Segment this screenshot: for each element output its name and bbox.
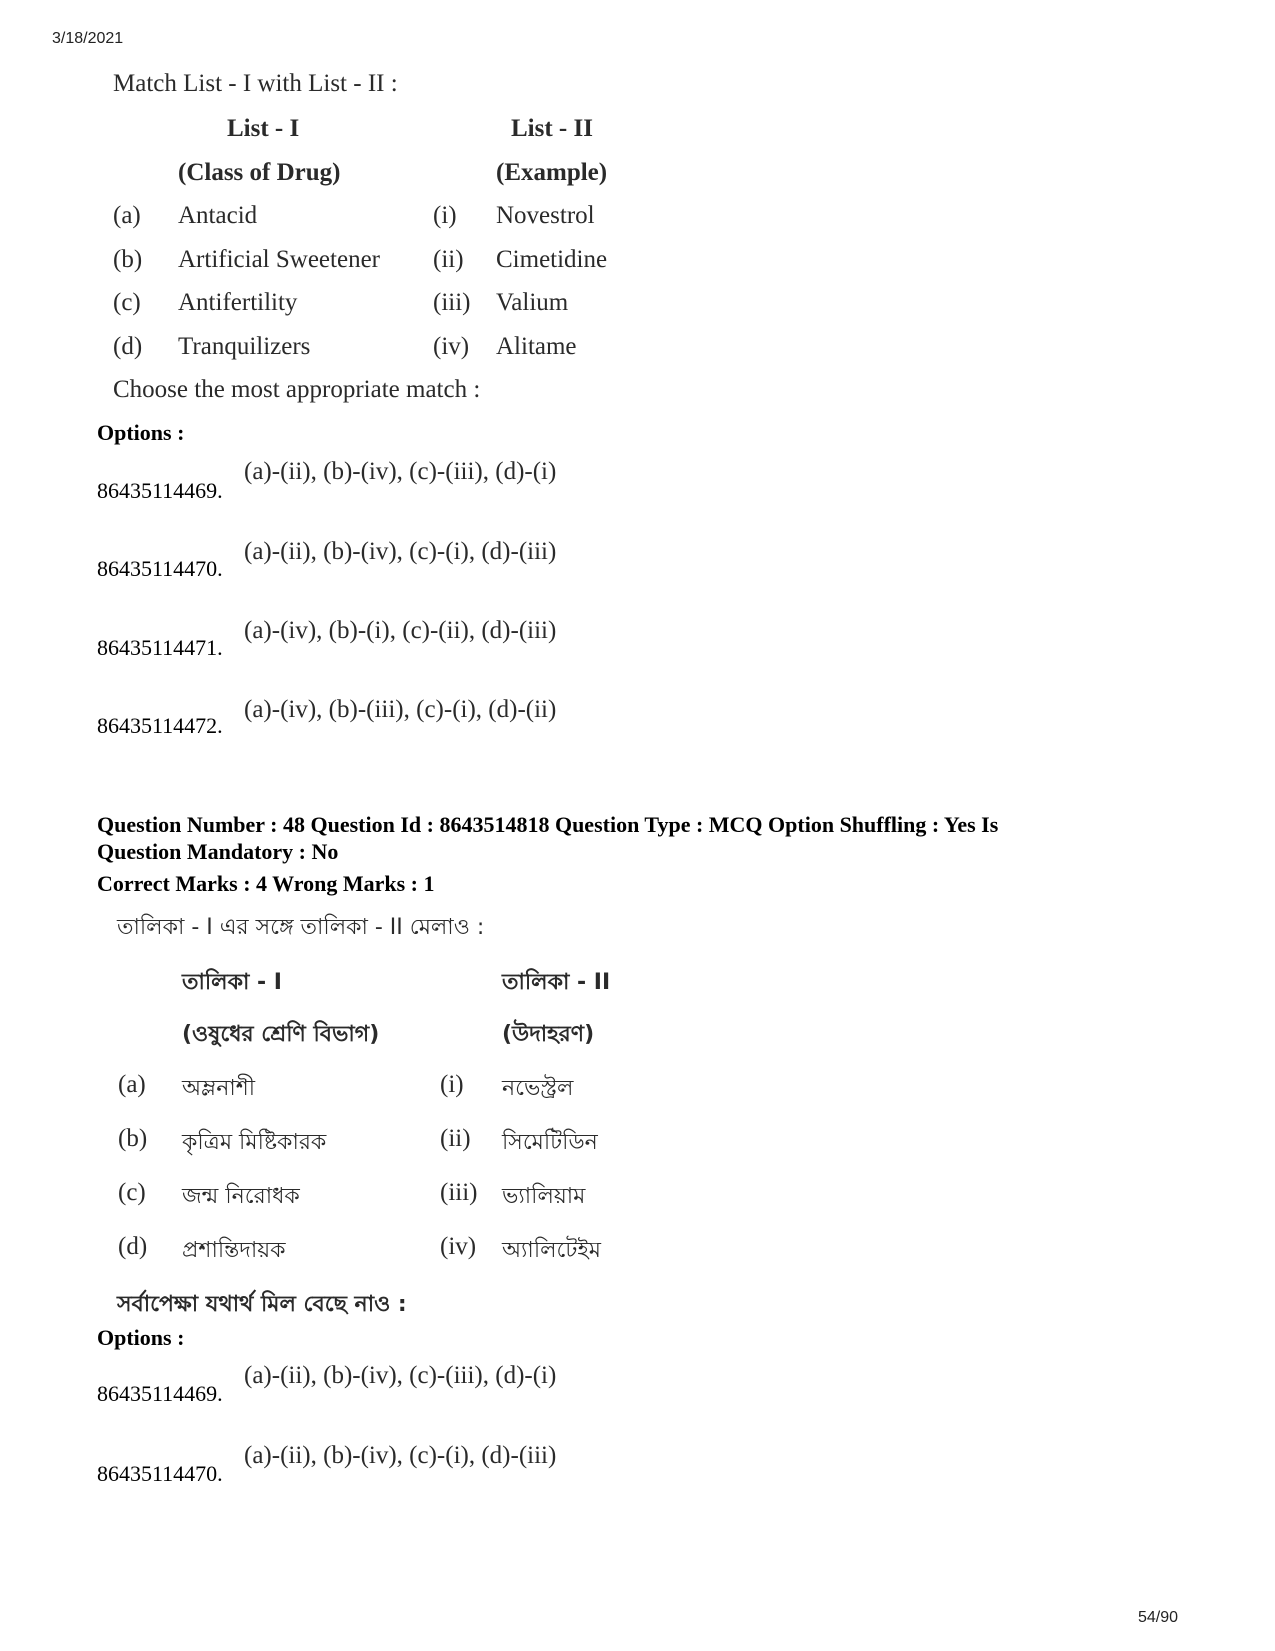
q2-list2-title: তালিকা - II bbox=[502, 970, 611, 995]
q2-row-label: (c) bbox=[118, 1179, 146, 1206]
q1-row-item: Artificial Sweetener bbox=[178, 246, 380, 273]
q2-row-example: সিমেটিডিন bbox=[502, 1130, 598, 1155]
q1-row-roman: (iv) bbox=[433, 333, 470, 360]
print-date: 3/18/2021 bbox=[52, 30, 124, 47]
q1-row-roman: (iii) bbox=[433, 289, 471, 316]
q1-option-id: 86435114472. bbox=[97, 713, 223, 738]
q1-option-id: 86435114469. bbox=[97, 478, 223, 503]
q2-row-label: (d) bbox=[118, 1233, 148, 1260]
q1-row-item: Antifertility bbox=[178, 289, 298, 316]
page-number: 54/90 bbox=[1137, 1609, 1178, 1626]
q2-row-example: নভেস্ট্রল bbox=[502, 1076, 574, 1101]
q1-list1-title: List - I bbox=[227, 115, 300, 142]
q1-option-id: 86435114470. bbox=[97, 556, 223, 581]
q1-option-id: 86435114471. bbox=[97, 635, 223, 660]
q2-list2-subtitle: (উদাহরণ) bbox=[502, 1022, 595, 1047]
q1-instruction: Choose the most appropriate match : bbox=[113, 376, 481, 403]
q1-row-item: Tranquilizers bbox=[178, 333, 311, 360]
q2-row-roman: (iii) bbox=[440, 1179, 478, 1206]
q1-option-text[interactable]: (a)-(iv), (b)-(i), (c)-(ii), (d)-(iii) bbox=[244, 617, 557, 644]
q2-option-text[interactable]: (a)-(ii), (b)-(iv), (c)-(i), (d)-(iii) bbox=[244, 1442, 557, 1469]
q2-row-item: জন্ম নিরোধক bbox=[182, 1184, 300, 1209]
q2-row-label: (b) bbox=[118, 1125, 148, 1152]
q2-row-label: (a) bbox=[118, 1071, 146, 1098]
q1-row-label: (a) bbox=[113, 202, 141, 229]
q1-row-label: (c) bbox=[113, 289, 141, 316]
q1-list1-subtitle: (Class of Drug) bbox=[178, 159, 341, 186]
q1-row-roman: (ii) bbox=[433, 246, 464, 273]
q2-row-example: অ্যালিটেইম bbox=[502, 1238, 601, 1263]
q1-list2-title: List - II bbox=[511, 115, 593, 142]
q2-prompt: তালিকা - I এর সঙ্গে তালিকা - II মেলাও : bbox=[117, 915, 485, 940]
q1-row-example: Alitame bbox=[496, 333, 577, 360]
q1-options-label: Options : bbox=[97, 420, 185, 445]
q2-row-item: কৃত্রিম মিষ্টিকারক bbox=[182, 1130, 327, 1155]
q2-row-roman: (i) bbox=[440, 1071, 464, 1098]
q2-list1-subtitle: (ওষুধের শ্রেণি বিভাগ) bbox=[182, 1022, 380, 1047]
q2-list1-title: তালিকা - I bbox=[182, 970, 282, 995]
q2-option-id: 86435114470. bbox=[97, 1461, 223, 1486]
q2-option-id: 86435114469. bbox=[97, 1381, 223, 1406]
q2-row-item: প্রশান্তিদায়ক bbox=[182, 1238, 286, 1263]
q2-instruction: সর্বাপেক্ষা যথার্থ মিল বেছে নাও : bbox=[117, 1292, 407, 1317]
q2-options-label: Options : bbox=[97, 1325, 185, 1350]
q2-row-example: ভ্যালিয়াম bbox=[502, 1184, 586, 1209]
q2-row-item: অম্লনাশী bbox=[182, 1076, 256, 1101]
q1-option-text[interactable]: (a)-(ii), (b)-(iv), (c)-(i), (d)-(iii) bbox=[244, 538, 557, 565]
q2-meta-line1: Question Number : 48 Question Id : 8643514818 Question Type : MCQ Option Shuffling : Yes Is bbox=[97, 812, 999, 837]
q1-row-label: (d) bbox=[113, 333, 143, 360]
q1-row-example: Novestrol bbox=[496, 202, 595, 229]
q2-option-text[interactable]: (a)-(ii), (b)-(iv), (c)-(iii), (d)-(i) bbox=[244, 1362, 557, 1389]
q2-marks: Correct Marks : 4 Wrong Marks : 1 bbox=[97, 871, 435, 896]
q1-row-example: Valium bbox=[496, 289, 569, 316]
q1-row-roman: (i) bbox=[433, 202, 457, 229]
q1-list2-subtitle: (Example) bbox=[496, 159, 608, 186]
q1-row-item: Antacid bbox=[178, 202, 258, 229]
q1-prompt: Match List - I with List - II : bbox=[113, 70, 398, 97]
q1-row-label: (b) bbox=[113, 246, 143, 273]
q1-row-example: Cimetidine bbox=[496, 246, 608, 273]
q2-row-roman: (iv) bbox=[440, 1233, 477, 1260]
q1-option-text[interactable]: (a)-(iv), (b)-(iii), (c)-(i), (d)-(ii) bbox=[244, 696, 557, 723]
q1-option-text[interactable]: (a)-(ii), (b)-(iv), (c)-(iii), (d)-(i) bbox=[244, 458, 557, 485]
q2-meta-line2: Question Mandatory : No bbox=[97, 839, 339, 864]
q2-row-roman: (ii) bbox=[440, 1125, 471, 1152]
